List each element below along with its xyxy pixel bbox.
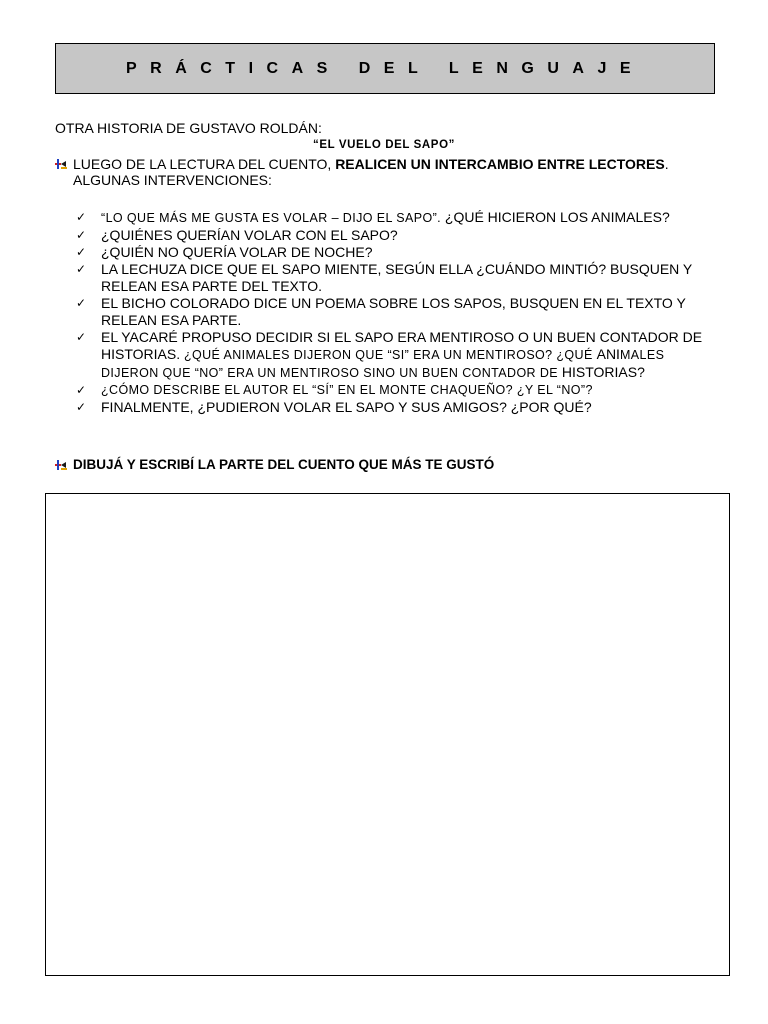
item-text: ANI: [596, 346, 620, 362]
page-title: PRÁCTICAS DEL LENGUAJE: [125, 59, 645, 77]
item-text: EL YACARÉ PROPUSO DECIDIR SI EL SAPO ERA MENTIROSO O UN BUEN CONTADOR DE HISTORIAS.: [101, 329, 703, 362]
title-box: [55, 43, 715, 94]
drawing-area-box[interactable]: [45, 493, 730, 976]
item-text: ¿QUIÉNES QUERÍAN VOLAR CON EL SAPO?: [101, 227, 398, 243]
bullet1-text-b: REALICEN UN INTERCAMBIO ENTRE LECTORES: [335, 156, 665, 172]
item-text: FINALMENTE, ¿PUDIERON VOLAR EL SAPO Y SUS AMIGOS? ¿POR QUÉ?: [101, 399, 592, 415]
item-text: EL BICHO COLORADO DICE UN POEMA SOBRE LOS SAPOS, BUSQUEN EN EL TEXTO Y RELEAN ESA PARTE.: [101, 295, 686, 328]
item-text: MALES DIJERON QUE “NO” ERA UN MENTIROSO SINO UN BUEN CONTADOR DE: [101, 348, 665, 380]
bullet-dibuja: [55, 457, 494, 472]
list-item: [76, 209, 716, 227]
list-item: [76, 244, 716, 261]
checkmark-icon: ✓: [76, 262, 87, 276]
bullet2-text: DIBUJÁ Y ESCRIBÍ LA PARTE DEL CUENTO QUE MÁS TE GUSTÓ: [73, 457, 495, 472]
item-text: “LO QUE MÁS ME GUSTA ES VOLAR – DIJO EL SAPO”.: [101, 211, 442, 225]
checkmark-icon: ✓: [76, 383, 87, 397]
checkmark-icon: ✓: [76, 330, 87, 344]
questions-list: [76, 209, 716, 416]
four-color-arrow-bullet-icon: [55, 458, 73, 473]
list-item: [76, 261, 716, 295]
bullet1-text-c: .: [664, 156, 669, 172]
four-color-arrow-bullet-icon: [55, 157, 73, 189]
item-text: ¿CÓMO DESCRIBE EL AUTOR EL “SÍ” EN EL MONTE CHAQUEÑO? ¿Y EL “NO”?: [101, 383, 593, 397]
item-text: ¿QUÉ ANIMALES DIJERON QUE “SI” ERA UN MENTIROSO? ¿QUÉ: [180, 348, 597, 362]
bullet1-line2: ALGUNAS INTERVENCIONES:: [73, 172, 272, 188]
checkmark-icon: ✓: [76, 296, 87, 310]
item-text: HISTORIAS?: [561, 364, 645, 380]
list-item: [76, 329, 716, 382]
story-title: “EL VUELO DEL SAPO”: [313, 139, 455, 151]
checkmark-icon: ✓: [76, 210, 87, 224]
bullet-intercambio: [55, 156, 669, 188]
bullet1-text-a: LUEGO DE LA LECTURA DEL CUENTO,: [73, 156, 336, 172]
list-item: [76, 399, 716, 416]
item-text: ¿QUIÉN NO QUERÍA VOLAR DE NOCHE?: [101, 244, 373, 260]
list-item: [76, 382, 716, 399]
checkmark-icon: ✓: [76, 228, 87, 242]
checkmark-icon: ✓: [76, 400, 87, 414]
list-item: [76, 227, 716, 244]
item-text: ¿QUÉ HICIERON LOS ANIMALES?: [441, 209, 670, 225]
item-text: LA LECHUZA DICE QUE EL SAPO MIENTE, SEGÚN ELLA ¿CUÁNDO MINTIÓ? BUSQUEN Y RELEAN ESA PARTE DEL TEXTO.: [101, 261, 693, 294]
list-item: [76, 295, 716, 329]
checkmark-icon: ✓: [76, 245, 87, 259]
intro-line: OTRA HISTORIA DE GUSTAVO ROLDÁN:: [55, 120, 322, 136]
